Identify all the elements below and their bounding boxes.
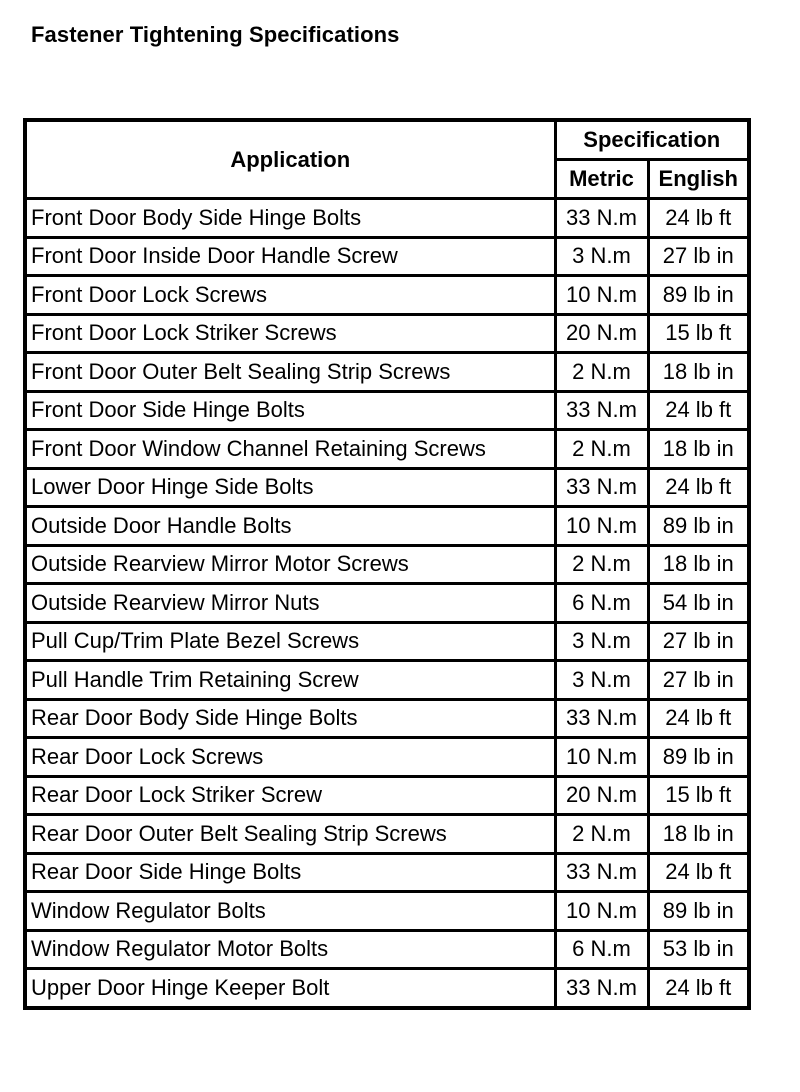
table-row — [25, 776, 749, 815]
application-cell: Rear Door Side Hinge Bolts — [25, 853, 555, 892]
metric-value-cell: 33 N.m — [555, 969, 648, 1008]
english-value-cell: 54 lb in — [648, 584, 749, 623]
metric-value-cell: 6 N.m — [555, 584, 648, 623]
metric-value-cell: 33 N.m — [555, 391, 648, 430]
english-value-cell: 27 lb in — [648, 622, 749, 661]
metric-value-cell: 6 N.m — [555, 930, 648, 969]
metric-value-cell: 3 N.m — [555, 622, 648, 661]
metric-value-cell: 3 N.m — [555, 237, 648, 276]
metric-value-cell: 20 N.m — [555, 314, 648, 353]
application-cell: Outside Rearview Mirror Motor Screws — [25, 545, 555, 584]
application-cell: Front Door Lock Screws — [25, 276, 555, 315]
table-row — [25, 276, 749, 315]
application-cell: Lower Door Hinge Side Bolts — [25, 468, 555, 507]
column-header-specification: Specification — [555, 120, 749, 160]
table-row — [25, 391, 749, 430]
application-cell: Front Door Outer Belt Sealing Strip Screws — [25, 353, 555, 392]
application-cell: Rear Door Lock Striker Screw — [25, 776, 555, 815]
metric-value-cell: 2 N.m — [555, 430, 648, 469]
application-cell: Outside Door Handle Bolts — [25, 507, 555, 546]
table-row — [25, 199, 749, 238]
column-header-application: Application — [25, 120, 555, 199]
table-row — [25, 622, 749, 661]
english-value-cell: 53 lb in — [648, 930, 749, 969]
metric-value-cell: 33 N.m — [555, 699, 648, 738]
application-cell: Front Door Side Hinge Bolts — [25, 391, 555, 430]
metric-value-cell: 33 N.m — [555, 199, 648, 238]
application-cell: Pull Cup/Trim Plate Bezel Screws — [25, 622, 555, 661]
application-cell: Front Door Body Side Hinge Bolts — [25, 199, 555, 238]
table-row — [25, 815, 749, 854]
english-value-cell: 89 lb in — [648, 276, 749, 315]
metric-value-cell: 2 N.m — [555, 815, 648, 854]
metric-value-cell: 10 N.m — [555, 276, 648, 315]
english-value-cell: 15 lb ft — [648, 776, 749, 815]
english-value-cell: 89 lb in — [648, 507, 749, 546]
table-row — [25, 930, 749, 969]
column-header-metric: Metric — [555, 160, 648, 199]
table-row — [25, 314, 749, 353]
page-title: Fastener Tightening Specifications — [31, 22, 400, 47]
english-value-cell: 24 lb ft — [648, 199, 749, 238]
table-row — [25, 969, 749, 1008]
english-value-cell: 18 lb in — [648, 815, 749, 854]
table-row — [25, 430, 749, 469]
application-cell: Rear Door Body Side Hinge Bolts — [25, 699, 555, 738]
metric-value-cell: 3 N.m — [555, 661, 648, 700]
application-cell: Front Door Window Channel Retaining Screws — [25, 430, 555, 469]
column-header-english: English — [648, 160, 749, 199]
table-row — [25, 507, 749, 546]
english-value-cell: 18 lb in — [648, 430, 749, 469]
table-row — [25, 738, 749, 777]
table-row — [25, 545, 749, 584]
application-cell: Front Door Inside Door Handle Screw — [25, 237, 555, 276]
application-cell: Upper Door Hinge Keeper Bolt — [25, 969, 555, 1008]
application-cell: Window Regulator Bolts — [25, 892, 555, 931]
metric-value-cell: 33 N.m — [555, 853, 648, 892]
application-cell: Rear Door Outer Belt Sealing Strip Screws — [25, 815, 555, 854]
english-value-cell: 18 lb in — [648, 353, 749, 392]
application-cell: Pull Handle Trim Retaining Screw — [25, 661, 555, 700]
english-value-cell: 15 lb ft — [648, 314, 749, 353]
table-body — [25, 199, 749, 1008]
application-cell: Window Regulator Motor Bolts — [25, 930, 555, 969]
english-value-cell: 89 lb in — [648, 738, 749, 777]
metric-value-cell: 10 N.m — [555, 507, 648, 546]
table-row — [25, 237, 749, 276]
application-cell: Front Door Lock Striker Screws — [25, 314, 555, 353]
english-value-cell: 89 lb in — [648, 892, 749, 931]
table-row — [25, 353, 749, 392]
english-value-cell: 24 lb ft — [648, 853, 749, 892]
metric-value-cell: 20 N.m — [555, 776, 648, 815]
metric-value-cell: 10 N.m — [555, 738, 648, 777]
table-row — [25, 892, 749, 931]
table-row — [25, 699, 749, 738]
metric-value-cell: 10 N.m — [555, 892, 648, 931]
english-value-cell: 24 lb ft — [648, 699, 749, 738]
english-value-cell: 18 lb in — [648, 545, 749, 584]
english-value-cell: 24 lb ft — [648, 391, 749, 430]
english-value-cell: 24 lb ft — [648, 969, 749, 1008]
application-cell: Rear Door Lock Screws — [25, 738, 555, 777]
metric-value-cell: 33 N.m — [555, 468, 648, 507]
application-cell: Outside Rearview Mirror Nuts — [25, 584, 555, 623]
metric-value-cell: 2 N.m — [555, 545, 648, 584]
english-value-cell: 27 lb in — [648, 237, 749, 276]
table-row — [25, 853, 749, 892]
table-row — [25, 584, 749, 623]
table-row — [25, 468, 749, 507]
english-value-cell: 24 lb ft — [648, 468, 749, 507]
metric-value-cell: 2 N.m — [555, 353, 648, 392]
table-header — [25, 120, 749, 199]
english-value-cell: 27 lb in — [648, 661, 749, 700]
header-row-top — [25, 120, 749, 160]
specifications-table — [23, 118, 751, 1010]
table-row — [25, 661, 749, 700]
